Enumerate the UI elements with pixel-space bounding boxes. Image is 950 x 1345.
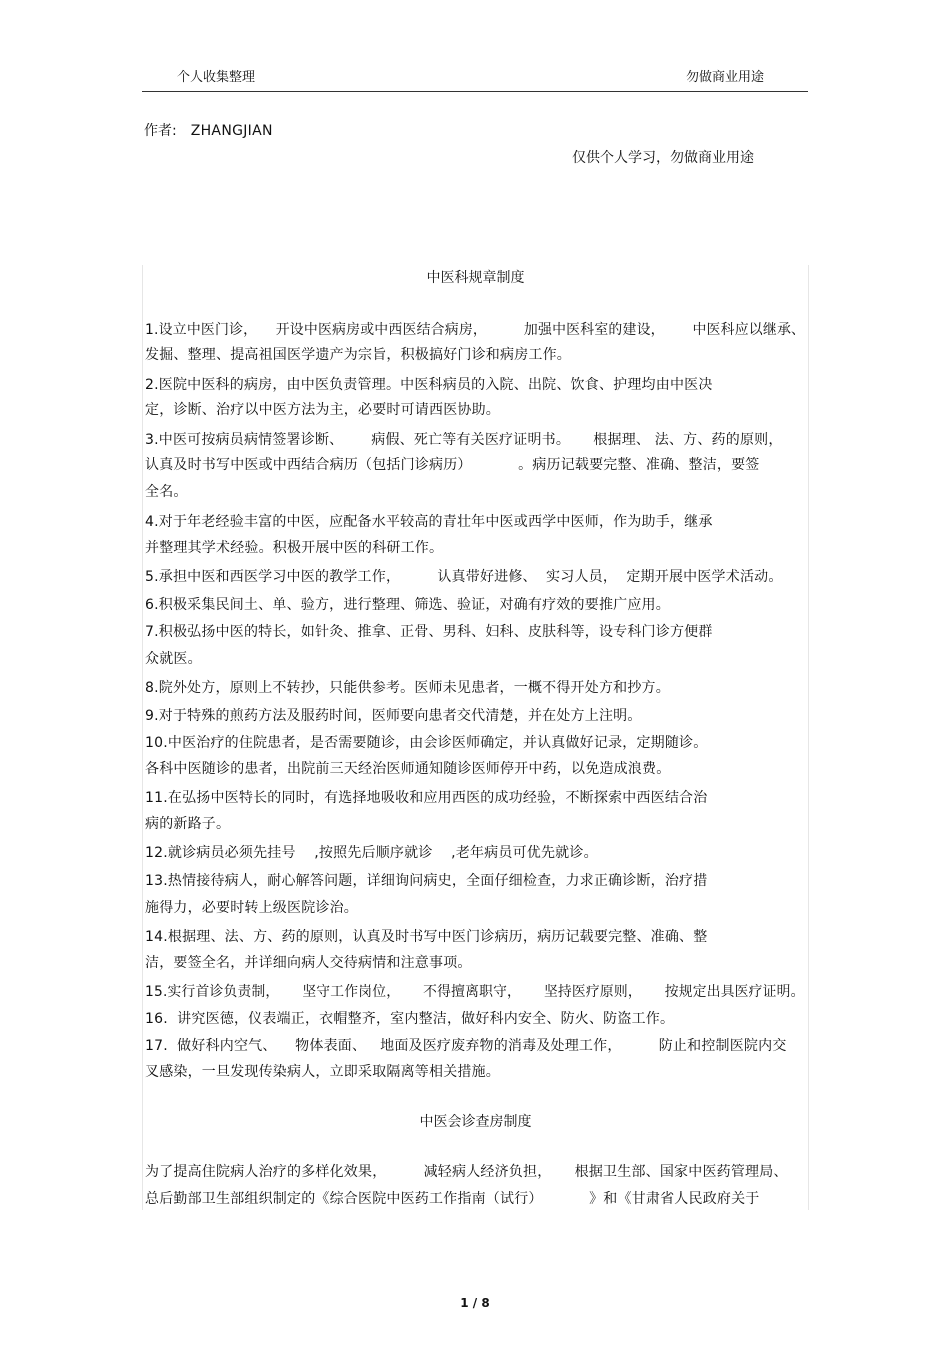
paragraph-line: 10.中医治疗的住院患者，是否需要随诊，由会诊医师确定，并认真做好记录，定期随诊。 — [145, 735, 708, 751]
paragraph-line: 17. 做好科内空气、 物体表面、 地面及医疗废弃物的消毒及处理工作， 防止和控制医院内交 — [145, 1038, 787, 1054]
paragraph-line: 13.热情接待病人，耐心解答问题，详细询问病史，全面仔细检查，力求正确诊断，治疗措 — [145, 873, 708, 889]
paragraph-line: 5.承担中医和西医学习中医的教学工作， 认真带好进修、 实习人员， 定期开展中医学术活动。 — [145, 569, 783, 585]
author-label: 作者: — [144, 123, 177, 139]
paragraph-line: 16. 讲究医德，仪表端正，衣帽整齐，室内整洁，做好科内安全、防火、防盗工作。 — [145, 1011, 675, 1027]
document-body — [142, 265, 809, 1210]
paragraph-line: 各科中医随诊的患者，出院前三天经治医师通知随诊医师停开中药，以免造成浪费。 — [145, 761, 671, 777]
paragraph-line: 为了提高住院病人治疗的多样化效果， 减轻病人经济负担， 根据卫生部、国家中医药管理局、 — [145, 1164, 788, 1180]
paragraph-line: 15.实行首诊负责制， 坚守工作岗位， 不得擅离职守， 坚持医疗原则， 按规定出具医疗证明。 — [145, 984, 805, 1000]
paragraph-line: 6.积极采集民间土、单、验方，进行整理、筛选、验证，对确有疗效的要推广应用。 — [145, 597, 670, 613]
section-title-regulations: 中医科规章制度 — [426, 270, 525, 286]
paragraph-line: 发掘、整理、提高祖国医学遗产为宗旨，积极搞好门诊和病房工作。 — [145, 347, 571, 363]
paragraph-line: 1.设立中医门诊， 开设中医病房或中西医结合病房， 加强中医科室的建设， 中医科应以继承、 — [145, 322, 806, 338]
paragraph-line: 众就医。 — [145, 651, 202, 667]
author-name: ZHANGJIAN — [190, 123, 273, 139]
paragraph-line: 4.对于年老经验丰富的中医，应配备水平较高的青壮年中医或西学中医师，作为助手，继承 — [145, 514, 713, 530]
paragraph-line: 叉感染，一旦发现传染病人，立即采取隔离等相关措施。 — [145, 1064, 500, 1080]
paragraph-line: 定，诊断、治疗以中医方法为主，必要时可请西医协助。 — [145, 402, 500, 418]
section-title-consultation-rounds: 中医会诊查房制度 — [419, 1114, 532, 1130]
paragraph-line: 认真及时书写中医或中西结合病历（包括门诊病历） 。病历记载要完整、准确、整洁，要签 — [145, 457, 760, 473]
paragraph-line: 全名。 — [145, 484, 188, 500]
paragraph-line: 12.就诊病员必须先挂号 ,按照先后顺序就诊 ,老年病员可优先就诊。 — [145, 845, 598, 861]
paragraph-line: 病的新路子。 — [145, 816, 231, 832]
paragraph-line: 7.积极弘扬中医的特长，如针灸、推拿、正骨、男科、妇科、皮肤科等，设专科门诊方便群 — [145, 624, 713, 640]
paragraph-line: 施得力，必要时转上级医院诊治。 — [145, 900, 358, 916]
paragraph-line: 11.在弘扬中医特长的同时，有选择地吸收和应用西医的成功经验，不断探索中西医结合治 — [145, 790, 708, 806]
paragraph-line: 3.中医可按病员病情签署诊断、 病假、死亡等有关医疗证明书。 根据理、 法、方、药的原则， — [145, 432, 783, 448]
paragraph-line: 洁，要签全名，并详细向病人交待病情和注意事项。 — [145, 955, 472, 971]
header-rule — [142, 91, 808, 92]
header-left-text: 个人收集整理 — [177, 70, 256, 85]
paragraph-line: 9.对于特殊的煎药方法及服药时间，医师要向患者交代清楚，并在处方上注明。 — [145, 708, 642, 724]
usage-notice: 仅供个人学习，勿做商业用途 — [572, 150, 754, 166]
paragraph-line: 2.医院中医科的病房，由中医负责管理。中医科病员的入院、出院、饮食、护理均由中医决 — [145, 377, 713, 393]
paragraph-line: 总后勤部卫生部组织制定的《综合医院中医药工作指南（试行） 》和《甘肃省人民政府关于 — [145, 1191, 760, 1207]
author-line — [144, 120, 273, 140]
paragraph-line: 8.院外处方，原则上不转抄，只能供参考。医师未见患者，一概不得开处方和抄方。 — [145, 680, 670, 696]
page-number: 1 / 8 — [460, 1296, 490, 1310]
header-right-text: 勿做商业用途 — [686, 70, 765, 85]
paragraph-line: 并整理其学术经验。积极开展中医的科研工作。 — [145, 540, 444, 556]
paragraph-line: 14.根据理、法、方、药的原则，认真及时书写中医门诊病历，病历记载要完整、准确、整 — [145, 929, 708, 945]
